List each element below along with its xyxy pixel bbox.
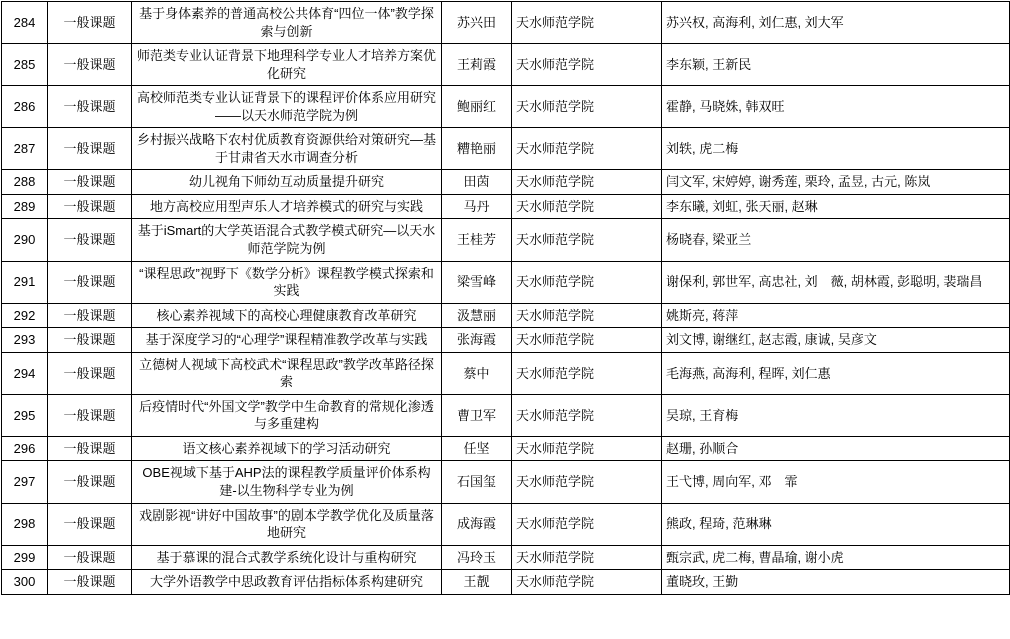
cell-id: 286 [2,86,48,128]
cell-members: 姚斯亮, 蒋萍 [662,303,1010,328]
cell-title: 地方高校应用型声乐人才培养模式的研究与实践 [132,194,442,219]
table-row [2,194,1010,219]
cell-type: 一般课题 [48,436,132,461]
table-row [2,44,1010,86]
cell-type: 一般课题 [48,219,132,261]
table-row [2,436,1010,461]
table-row [2,261,1010,303]
cell-leader: 王莉霞 [442,44,512,86]
cell-id: 294 [2,352,48,394]
cell-leader: 蔡中 [442,352,512,394]
cell-org: 天水师范学院 [512,170,662,195]
cell-org: 天水师范学院 [512,303,662,328]
cell-title: 幼儿视角下师幼互动质量提升研究 [132,170,442,195]
cell-title: 戏剧影视“讲好中国故事”的剧本学教学优化及质量落地研究 [132,503,442,545]
cell-type: 一般课题 [48,86,132,128]
cell-org: 天水师范学院 [512,86,662,128]
table-row [2,503,1010,545]
cell-leader: 田茵 [442,170,512,195]
cell-type: 一般课题 [48,570,132,595]
cell-members: 杨晓春, 梁亚兰 [662,219,1010,261]
cell-id: 298 [2,503,48,545]
cell-id: 292 [2,303,48,328]
cell-id: 287 [2,128,48,170]
cell-id: 289 [2,194,48,219]
cell-id: 293 [2,328,48,353]
cell-type: 一般课题 [48,2,132,44]
cell-members: 李东曦, 刘虹, 张天丽, 赵琳 [662,194,1010,219]
table-row [2,128,1010,170]
cell-title: 基于iSmart的大学英语混合式教学模式研究—以天水师范学院为例 [132,219,442,261]
cell-members: 熊政, 程琦, 范琳琳 [662,503,1010,545]
cell-id: 288 [2,170,48,195]
cell-type: 一般课题 [48,128,132,170]
cell-members: 赵珊, 孙顺合 [662,436,1010,461]
cell-id: 284 [2,2,48,44]
cell-members: 甄宗武, 虎二梅, 曹晶瑜, 谢小虎 [662,545,1010,570]
cell-members: 苏兴权, 高海利, 刘仁惠, 刘大军 [662,2,1010,44]
cell-type: 一般课题 [48,170,132,195]
cell-leader: 王桂芳 [442,219,512,261]
cell-leader: 苏兴田 [442,2,512,44]
cell-leader: 曹卫军 [442,394,512,436]
table-body [2,2,1010,595]
project-list-table [1,1,1010,595]
cell-leader: 石国玺 [442,461,512,503]
cell-leader: 成海霞 [442,503,512,545]
cell-title: 后疫情时代“外国文学”教学中生命教育的常规化渗透与多重建构 [132,394,442,436]
cell-title: OBE视域下基于AHP法的课程教学质量评价体系构建-以生物科学专业为例 [132,461,442,503]
table-row [2,2,1010,44]
cell-title: 基于身体素养的普通高校公共体育“四位一体”教学探索与创新 [132,2,442,44]
cell-title: 基于深度学习的“心理学”课程精准教学改革与实践 [132,328,442,353]
table-row [2,219,1010,261]
cell-id: 297 [2,461,48,503]
cell-members: 刘轶, 虎二梅 [662,128,1010,170]
cell-leader: 糟艳丽 [442,128,512,170]
cell-members: 谢保利, 郭世军, 高忠社, 刘 薇, 胡林霞, 彭聪明, 裴瑞昌 [662,261,1010,303]
cell-leader: 梁雪峰 [442,261,512,303]
cell-leader: 冯玲玉 [442,545,512,570]
cell-org: 天水师范学院 [512,436,662,461]
cell-title: 核心素养视域下的高校心理健康教育改革研究 [132,303,442,328]
cell-org: 天水师范学院 [512,503,662,545]
cell-title: 语文核心素养视域下的学习活动研究 [132,436,442,461]
cell-org: 天水师范学院 [512,128,662,170]
cell-type: 一般课题 [48,44,132,86]
cell-title: 高校师范类专业认证背景下的课程评价体系应用研究——以天水师范学院为例 [132,86,442,128]
table-row [2,394,1010,436]
table-row [2,86,1010,128]
cell-id: 291 [2,261,48,303]
table-row [2,328,1010,353]
cell-members: 吴琼, 王育梅 [662,394,1010,436]
cell-type: 一般课题 [48,261,132,303]
cell-org: 天水师范学院 [512,328,662,353]
cell-title: 乡村振兴战略下农村优质教育资源供给对策研究—基于甘肃省天水市调查分析 [132,128,442,170]
cell-id: 285 [2,44,48,86]
cell-members: 闫文军, 宋婷婷, 谢秀莲, 栗玲, 孟昱, 古元, 陈岚 [662,170,1010,195]
cell-org: 天水师范学院 [512,261,662,303]
cell-org: 天水师范学院 [512,194,662,219]
cell-members: 毛海燕, 高海利, 程晖, 刘仁惠 [662,352,1010,394]
cell-title: 基于慕课的混合式教学系统化设计与重构研究 [132,545,442,570]
cell-leader: 王靓 [442,570,512,595]
cell-title: 立德树人视域下高校武术“课程思政”教学改革路径探索 [132,352,442,394]
cell-id: 296 [2,436,48,461]
cell-id: 300 [2,570,48,595]
cell-type: 一般课题 [48,328,132,353]
table-row [2,570,1010,595]
cell-members: 刘文博, 谢继红, 赵志霞, 康诚, 吴彦文 [662,328,1010,353]
table-row [2,170,1010,195]
cell-leader: 任坚 [442,436,512,461]
cell-org: 天水师范学院 [512,2,662,44]
cell-org: 天水师范学院 [512,545,662,570]
cell-type: 一般课题 [48,303,132,328]
cell-type: 一般课题 [48,394,132,436]
cell-org: 天水师范学院 [512,394,662,436]
cell-leader: 马丹 [442,194,512,219]
cell-leader: 张海霞 [442,328,512,353]
cell-org: 天水师范学院 [512,44,662,86]
cell-type: 一般课题 [48,503,132,545]
cell-leader: 汲慧丽 [442,303,512,328]
table-row [2,461,1010,503]
cell-type: 一般课题 [48,194,132,219]
cell-leader: 鲍丽红 [442,86,512,128]
cell-type: 一般课题 [48,352,132,394]
cell-title: 师范类专业认证背景下地理科学专业人才培养方案优化研究 [132,44,442,86]
cell-members: 董晓玫, 王勤 [662,570,1010,595]
table-row [2,303,1010,328]
table-row [2,352,1010,394]
cell-org: 天水师范学院 [512,461,662,503]
cell-type: 一般课题 [48,545,132,570]
cell-org: 天水师范学院 [512,352,662,394]
cell-org: 天水师范学院 [512,219,662,261]
cell-title: 大学外语教学中思政教育评估指标体系构建研究 [132,570,442,595]
cell-id: 299 [2,545,48,570]
cell-type: 一般课题 [48,461,132,503]
cell-id: 290 [2,219,48,261]
cell-members: 霍静, 马晓姝, 韩双旺 [662,86,1010,128]
table-row [2,545,1010,570]
cell-members: 王弋博, 周向军, 邓 霏 [662,461,1010,503]
cell-members: 李东颖, 王新民 [662,44,1010,86]
cell-org: 天水师范学院 [512,570,662,595]
cell-title: “课程思政”视野下《数学分析》课程教学模式探索和实践 [132,261,442,303]
cell-id: 295 [2,394,48,436]
